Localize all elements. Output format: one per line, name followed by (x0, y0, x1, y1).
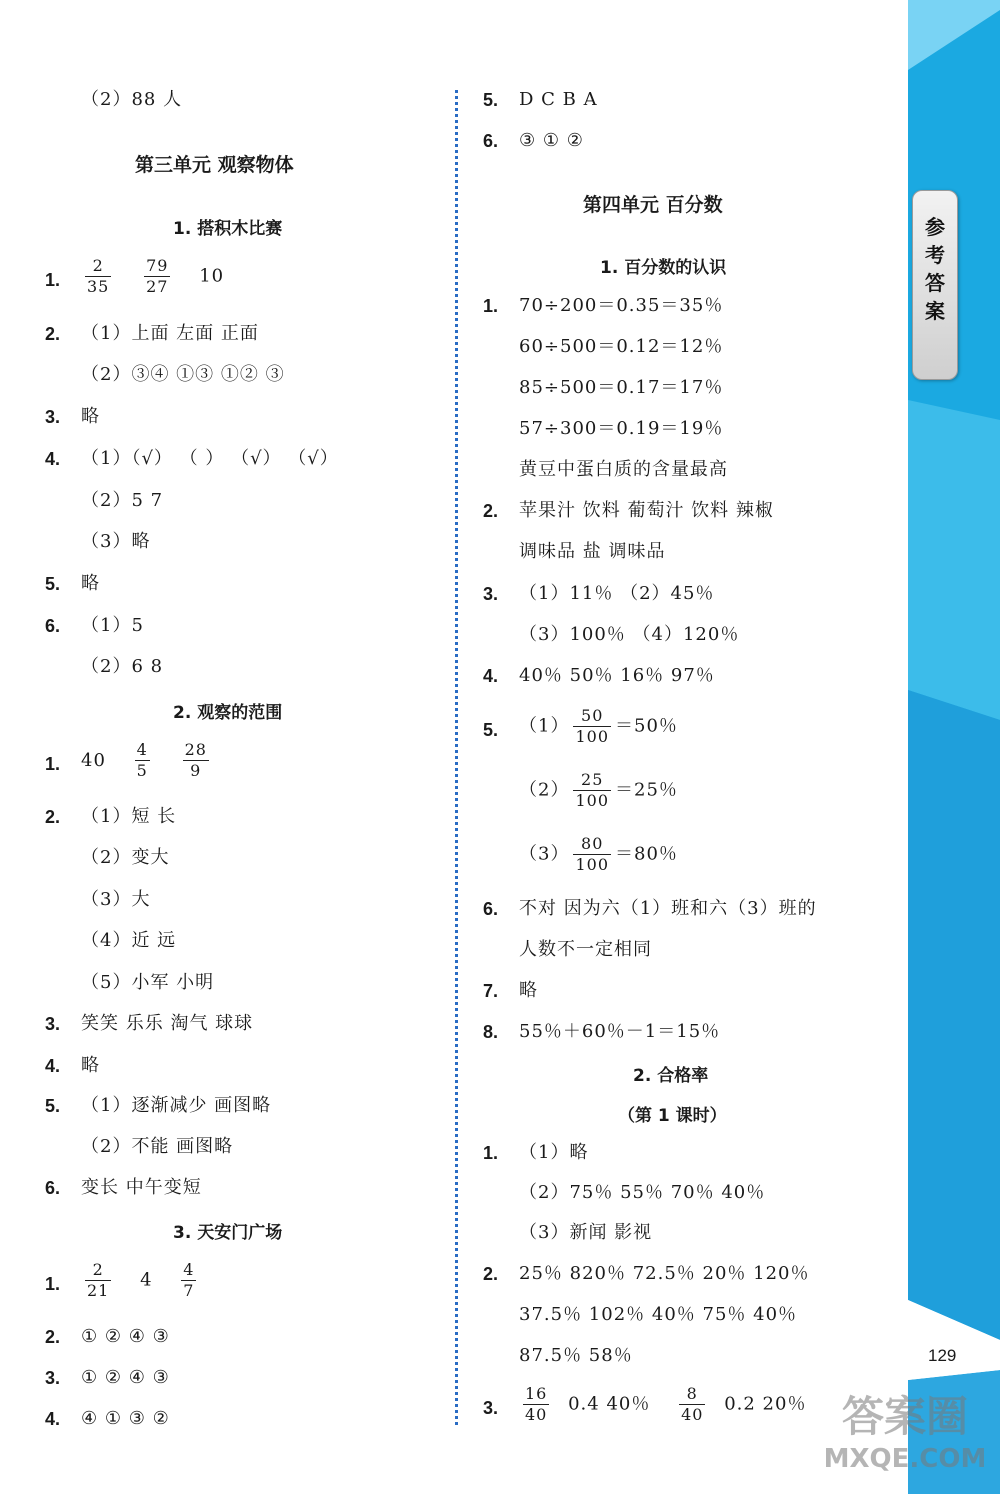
section-title: 1. 搭积木比赛 (173, 219, 283, 239)
column-separator (455, 90, 458, 1425)
fraction: $\frac{4}{5}$ (136, 740, 148, 780)
fraction: $\frac{2}{21}$ (87, 1260, 110, 1300)
section-subtitle: （第 1 课时） (618, 1106, 727, 1126)
fraction: $\frac{8}{40}$ (681, 1384, 704, 1424)
fraction: $\frac{80}{100}$ (575, 834, 609, 874)
section-title: 1. 百分数的认识 (600, 258, 727, 278)
fraction: $\frac{2}{35}$ (87, 256, 110, 296)
fraction: $\frac{28}{9}$ (184, 740, 207, 780)
section-title: 3. 天安门广场 (173, 1223, 283, 1243)
page-number: 129 (928, 1346, 957, 1365)
fraction: $\frac{50}{100}$ (575, 706, 609, 746)
fraction: $\frac{25}{100}$ (575, 770, 609, 810)
fraction: $\frac{16}{40}$ (525, 1384, 548, 1424)
section-title: 2. 观察的范围 (173, 703, 283, 723)
section-title: 2. 合格率 (633, 1066, 709, 1086)
watermark-logo: 答案圈 MXQE.COM (823, 1392, 987, 1474)
fraction: $\frac{79}{27}$ (146, 256, 169, 296)
answer-key-tab[interactable] (912, 190, 958, 380)
fraction: $\frac{4}{7}$ (183, 1260, 195, 1300)
unit4-title: 第四单元 百分数 (583, 194, 723, 216)
answer-key-label: 参考答案 (925, 215, 945, 323)
unit3-title: 第三单元 观察物体 (135, 154, 294, 176)
